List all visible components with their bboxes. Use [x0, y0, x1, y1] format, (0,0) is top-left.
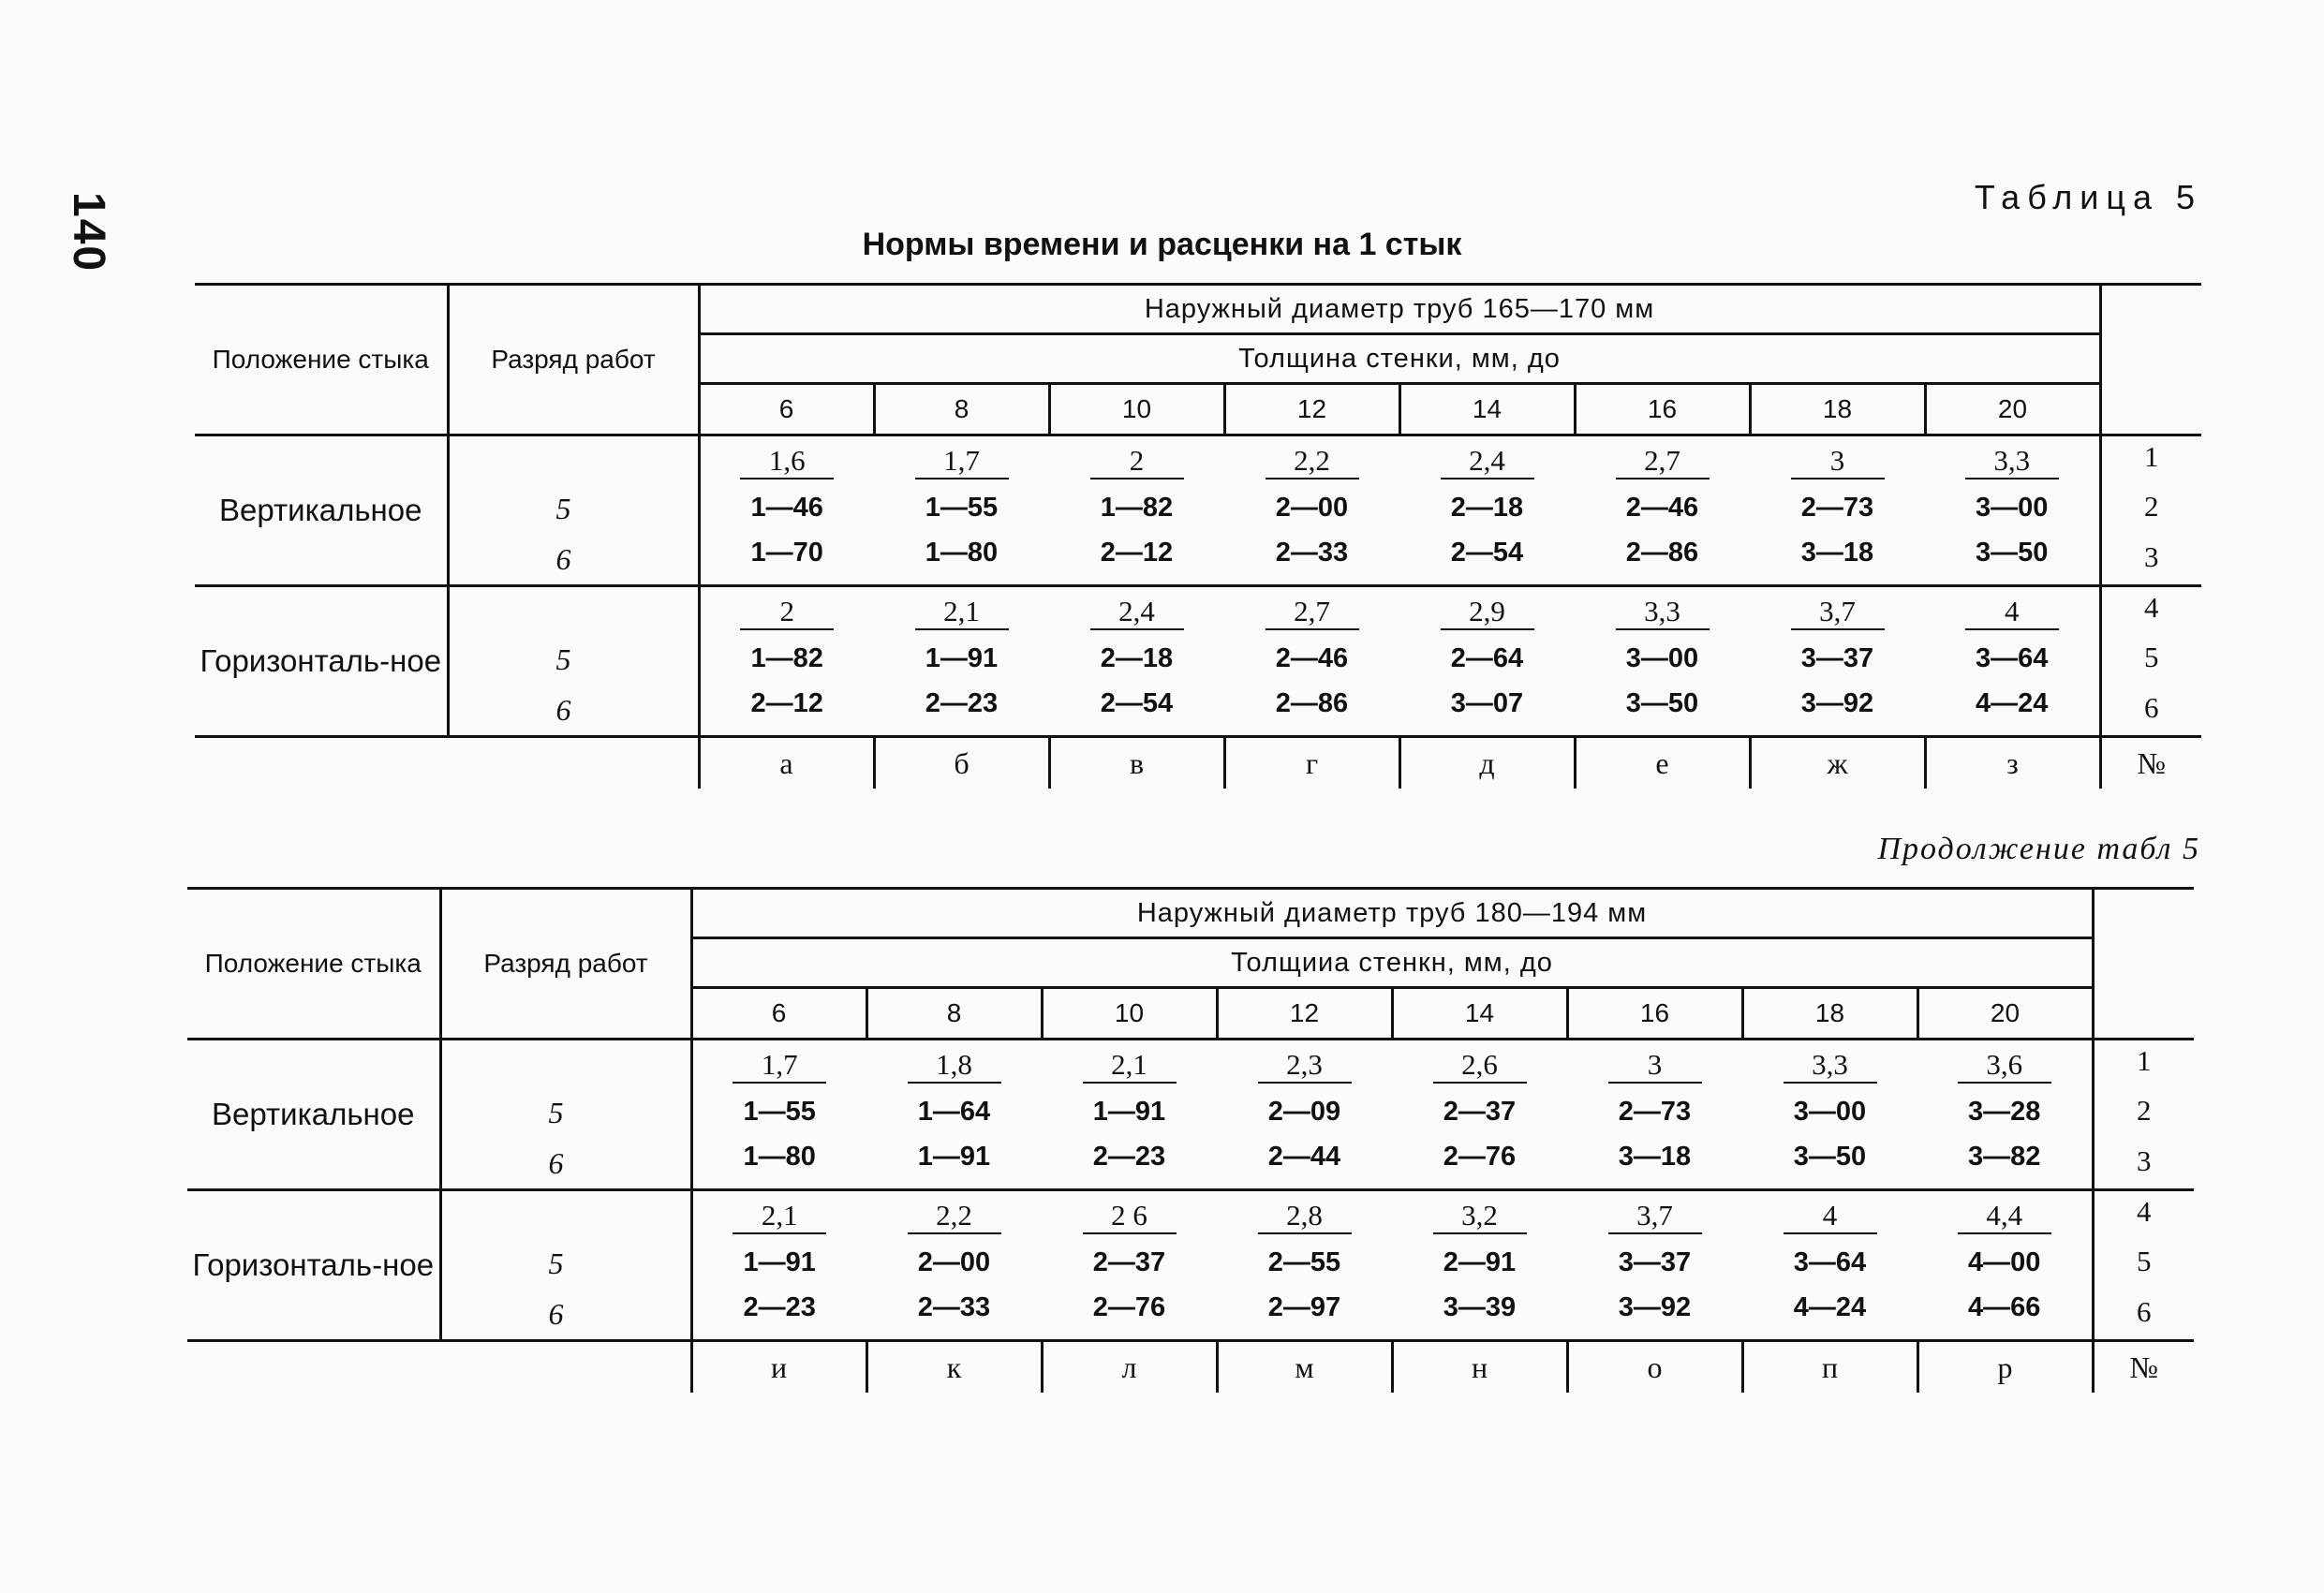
header-position: Положение стыка — [195, 285, 448, 435]
time-norm: 1,7 — [915, 444, 1009, 479]
time-norm: 2,1 — [915, 595, 1009, 630]
norm-value-cell — [1567, 1040, 1742, 1190]
norm-value-cell — [1217, 1040, 1392, 1190]
grade-value: 5 — [548, 1246, 564, 1280]
rate-grade-5: 2—91 — [1443, 1247, 1517, 1277]
grade-value — [442, 1040, 690, 1087]
rate-grade-5: 2—18 — [1450, 493, 1524, 523]
grade-value: 5 — [548, 1096, 564, 1129]
grade-value — [442, 1191, 690, 1238]
rate-grade-5: 1—91 — [925, 643, 999, 673]
row-numbers — [2093, 1190, 2194, 1341]
grade-value: 6 — [548, 1146, 564, 1180]
rate-grade-5: 3—37 — [1618, 1247, 1692, 1277]
column-letter: д — [1399, 737, 1575, 789]
norm-value-cell — [1742, 1190, 1917, 1341]
rate-grade-5: 3—37 — [1800, 643, 1874, 673]
column-letter: г — [1224, 737, 1399, 789]
header-thickness-value: 20 — [1925, 384, 2100, 435]
header-number-blank — [2093, 889, 2194, 1040]
grade-cell — [440, 1040, 691, 1190]
header-thickness: Толщина стенки, мм, до — [699, 334, 2100, 384]
rate-grade-6: 2—12 — [750, 688, 823, 718]
number-label: № — [2129, 1350, 2159, 1384]
rate-grade-6: 4—24 — [1793, 1292, 1867, 1322]
rate-grade-5: 2—09 — [1267, 1097, 1341, 1127]
joint-position: Горизонталь-ное — [187, 1190, 440, 1341]
grade-cell — [448, 586, 699, 737]
time-norm: 1,7 — [733, 1048, 826, 1084]
time-norm: 2 6 — [1083, 1199, 1177, 1234]
norm-table-165-170 — [195, 283, 2201, 789]
norm-value-cell — [1575, 586, 1750, 737]
rate-grade-6: 2—23 — [1092, 1142, 1166, 1172]
rate-grade-5: 1—82 — [1100, 493, 1174, 523]
rate-grade-6: 3—92 — [1800, 688, 1874, 718]
rate-grade-6: 3—92 — [1618, 1292, 1692, 1322]
time-norm: 1,6 — [740, 444, 834, 479]
rate-grade-6: 2—86 — [1625, 538, 1699, 568]
rate-grade-6: 2—97 — [1267, 1292, 1341, 1322]
rate-grade-5: 2—55 — [1267, 1247, 1341, 1277]
rate-grade-6: 3—50 — [1976, 538, 2049, 568]
time-norm: 2,8 — [1258, 1199, 1352, 1234]
column-letter: ж — [1750, 737, 1925, 789]
rate-grade-5: 1—55 — [925, 493, 999, 523]
row-number: 4 — [2144, 591, 2159, 624]
time-norm: 2,2 — [1266, 444, 1359, 479]
continuation-label: Продолжение табл 5 — [1877, 832, 2200, 866]
header-thickness-value: 20 — [1917, 988, 2093, 1040]
time-norm: 2,6 — [1433, 1048, 1527, 1084]
header-thickness-value: 18 — [1750, 384, 1925, 435]
rate-grade-6: 4—24 — [1976, 688, 2049, 718]
column-letter: е — [1575, 737, 1750, 789]
norm-value-cell — [1567, 1190, 1742, 1341]
time-norm: 3,3 — [1784, 1048, 1877, 1084]
letter-row-blank — [187, 1341, 691, 1394]
rate-grade-6: 3—07 — [1450, 688, 1524, 718]
grade-value — [450, 436, 698, 483]
rate-grade-6: 2—33 — [917, 1292, 991, 1322]
time-norm: 4,4 — [1958, 1199, 2051, 1234]
rate-grade-5: 3—64 — [1976, 643, 2049, 673]
column-letter: л — [1042, 1341, 1217, 1394]
header-position: Положение стыка — [187, 889, 440, 1040]
header-thickness-value: 12 — [1217, 988, 1392, 1040]
column-letter: б — [874, 737, 1049, 789]
norm-value-cell — [1042, 1190, 1217, 1341]
grade-value: 6 — [555, 693, 571, 727]
time-norm: 2,2 — [908, 1199, 1001, 1234]
norm-value-cell — [1042, 1040, 1217, 1190]
column-letter: з — [1925, 737, 2100, 789]
row-number: 6 — [2137, 1295, 2152, 1328]
rate-grade-5: 2—46 — [1625, 493, 1699, 523]
number-label: № — [2137, 745, 2167, 780]
rate-grade-6: 2—33 — [1275, 538, 1349, 568]
rate-grade-6: 1—91 — [917, 1142, 991, 1172]
header-diameter: Наружный диаметр труб 180—194 мм — [691, 889, 2093, 938]
grade-value: 6 — [548, 1297, 564, 1331]
column-letter: к — [866, 1341, 1042, 1394]
rate-grade-6: 3—82 — [1968, 1142, 2041, 1172]
norm-value-cell — [1575, 435, 1750, 586]
norm-value-cell — [866, 1040, 1042, 1190]
norm-value-cell — [1392, 1190, 1567, 1341]
grade-value: 5 — [555, 492, 571, 525]
row-number: 2 — [2144, 490, 2159, 523]
header-number-blank — [2100, 285, 2201, 435]
header-thickness-value: 16 — [1567, 988, 1742, 1040]
rate-grade-5: 1—55 — [743, 1097, 816, 1127]
column-letter: в — [1049, 737, 1224, 789]
time-norm: 4 — [1784, 1199, 1877, 1234]
grade-value: 5 — [555, 642, 571, 676]
header-thickness-value: 16 — [1575, 384, 1750, 435]
time-norm: 2,7 — [1266, 595, 1359, 630]
column-letter: о — [1567, 1341, 1742, 1394]
rate-grade-6: 2—76 — [1092, 1292, 1166, 1322]
column-letter: и — [691, 1341, 866, 1394]
norm-value-cell — [866, 1190, 1042, 1341]
row-number: 4 — [2137, 1195, 2152, 1228]
row-number: 3 — [2137, 1144, 2152, 1177]
column-letter: а — [699, 737, 874, 789]
row-numbers — [2100, 435, 2201, 586]
header-thickness-value: 14 — [1392, 988, 1567, 1040]
rate-grade-6: 2—44 — [1267, 1142, 1341, 1172]
column-letter: м — [1217, 1341, 1392, 1394]
norm-value-cell — [1224, 435, 1399, 586]
grade-value: 6 — [555, 542, 571, 576]
norm-value-cell — [1049, 435, 1224, 586]
grade-cell — [448, 435, 699, 586]
rate-grade-6: 2—23 — [743, 1292, 816, 1322]
rate-grade-6: 4—66 — [1968, 1292, 2041, 1322]
rate-grade-5: 2—37 — [1092, 1247, 1166, 1277]
rate-grade-6: 3—39 — [1443, 1292, 1517, 1322]
header-grade: Разряд работ — [440, 889, 691, 1040]
time-norm: 3 — [1608, 1048, 1702, 1084]
grade-value — [450, 587, 698, 634]
rate-grade-6: 1—80 — [925, 538, 999, 568]
header-thickness-value: 18 — [1742, 988, 1917, 1040]
norm-value-cell — [1742, 1040, 1917, 1190]
norm-value-cell — [691, 1040, 866, 1190]
rate-grade-6: 2—54 — [1450, 538, 1524, 568]
norm-table-180-194 — [187, 887, 2194, 1393]
rate-grade-6: 2—23 — [925, 688, 999, 718]
letter-row-blank — [195, 737, 699, 789]
time-norm: 2,1 — [1083, 1048, 1177, 1084]
rate-grade-5: 2—73 — [1800, 493, 1874, 523]
rate-grade-5: 1—46 — [750, 493, 823, 523]
rate-grade-5: 1—82 — [750, 643, 823, 673]
joint-position: Горизонталь-ное — [195, 586, 448, 737]
header-thickness-value: 6 — [691, 988, 866, 1040]
grade-cell — [440, 1190, 691, 1341]
row-number: 5 — [2144, 641, 2159, 673]
row-number: 2 — [2137, 1094, 2152, 1127]
rate-grade-6: 2—54 — [1100, 688, 1174, 718]
norm-value-cell — [691, 1190, 866, 1341]
time-norm: 3,3 — [1965, 444, 2059, 479]
time-norm: 2,7 — [1616, 444, 1710, 479]
row-number: 5 — [2137, 1245, 2152, 1277]
joint-position: Вертикальное — [195, 435, 448, 586]
row-numbers — [2100, 586, 2201, 737]
rate-grade-5: 3—28 — [1968, 1097, 2041, 1127]
rate-grade-5: 3—00 — [1793, 1097, 1867, 1127]
norm-value-cell — [874, 586, 1049, 737]
header-diameter: Наружный диаметр труб 165—170 мм — [699, 285, 2100, 334]
norm-value-cell — [1750, 586, 1925, 737]
table-title: Нормы времени и расценки на 1 стык — [862, 227, 1462, 262]
time-norm: 3,7 — [1608, 1199, 1702, 1234]
rate-grade-5: 1—91 — [743, 1247, 816, 1277]
header-thickness-value: 8 — [866, 988, 1042, 1040]
time-norm: 3,7 — [1791, 595, 1885, 630]
rate-grade-5: 2—64 — [1450, 643, 1524, 673]
norm-value-cell — [1925, 586, 2100, 737]
time-norm: 2,3 — [1258, 1048, 1352, 1084]
norm-value-cell — [1399, 435, 1575, 586]
time-norm: 3 — [1791, 444, 1885, 479]
rate-grade-5: 2—00 — [1275, 493, 1349, 523]
rate-grade-6: 2—12 — [1100, 538, 1174, 568]
rate-grade-5: 2—18 — [1100, 643, 1174, 673]
column-letter: р — [1917, 1341, 2093, 1394]
time-norm: 2,9 — [1441, 595, 1534, 630]
norm-value-cell — [1925, 435, 2100, 586]
norm-value-cell — [874, 435, 1049, 586]
time-norm: 2 — [1090, 444, 1184, 479]
page-number: 140 — [64, 192, 113, 273]
rate-grade-5: 3—00 — [1625, 643, 1699, 673]
time-norm: 2,1 — [733, 1199, 826, 1234]
header-thickness-value: 6 — [699, 384, 874, 435]
rate-grade-6: 1—80 — [743, 1142, 816, 1172]
header-thickness-value: 12 — [1224, 384, 1399, 435]
time-norm: 2,4 — [1441, 444, 1534, 479]
rate-grade-6: 3—18 — [1800, 538, 1874, 568]
rate-grade-5: 2—00 — [917, 1247, 991, 1277]
rate-grade-5: 2—46 — [1275, 643, 1349, 673]
norm-value-cell — [1917, 1040, 2093, 1190]
header-thickness-value: 14 — [1399, 384, 1575, 435]
header-thickness-value: 8 — [874, 384, 1049, 435]
rate-grade-5: 3—00 — [1976, 493, 2049, 523]
time-norm: 2 — [740, 595, 834, 630]
norm-value-cell — [1917, 1190, 2093, 1341]
header-thickness-value: 10 — [1049, 384, 1224, 435]
row-number: 6 — [2144, 691, 2159, 724]
norm-value-cell — [1392, 1040, 1567, 1190]
rate-grade-6: 3—50 — [1625, 688, 1699, 718]
norm-value-cell — [1224, 586, 1399, 737]
row-number: 1 — [2144, 440, 2159, 473]
row-number: 1 — [2137, 1044, 2152, 1077]
header-thickness-value: 10 — [1042, 988, 1217, 1040]
rate-grade-5: 3—64 — [1793, 1247, 1867, 1277]
norm-value-cell — [1750, 435, 1925, 586]
header-grade: Разряд работ — [448, 285, 699, 435]
rate-grade-5: 1—91 — [1092, 1097, 1166, 1127]
norm-value-cell — [1217, 1190, 1392, 1341]
header-thickness: Толщииа стенкн, мм, до — [691, 938, 2093, 988]
rate-grade-5: 2—73 — [1618, 1097, 1692, 1127]
time-norm: 3,6 — [1958, 1048, 2051, 1084]
norm-value-cell — [699, 435, 874, 586]
rate-grade-6: 3—50 — [1793, 1142, 1867, 1172]
time-norm: 3,2 — [1433, 1199, 1527, 1234]
time-norm: 4 — [1965, 595, 2059, 630]
rate-grade-5: 4—00 — [1968, 1247, 2041, 1277]
column-letter: п — [1742, 1341, 1917, 1394]
rate-grade-5: 2—37 — [1443, 1097, 1517, 1127]
rate-grade-5: 1—64 — [917, 1097, 991, 1127]
row-numbers — [2093, 1040, 2194, 1190]
rate-grade-6: 1—70 — [750, 538, 823, 568]
rate-grade-6: 2—86 — [1275, 688, 1349, 718]
time-norm: 3,3 — [1616, 595, 1710, 630]
norm-value-cell — [1049, 586, 1224, 737]
row-number: 3 — [2144, 540, 2159, 573]
column-letter: н — [1392, 1341, 1567, 1394]
rate-grade-6: 2—76 — [1443, 1142, 1517, 1172]
norm-value-cell — [699, 586, 874, 737]
time-norm: 1,8 — [908, 1048, 1001, 1084]
joint-position: Вертикальное — [187, 1040, 440, 1190]
time-norm: 2,4 — [1090, 595, 1184, 630]
rate-grade-6: 3—18 — [1618, 1142, 1692, 1172]
table-label: Таблица 5 — [1974, 178, 2202, 216]
norm-value-cell — [1399, 586, 1575, 737]
